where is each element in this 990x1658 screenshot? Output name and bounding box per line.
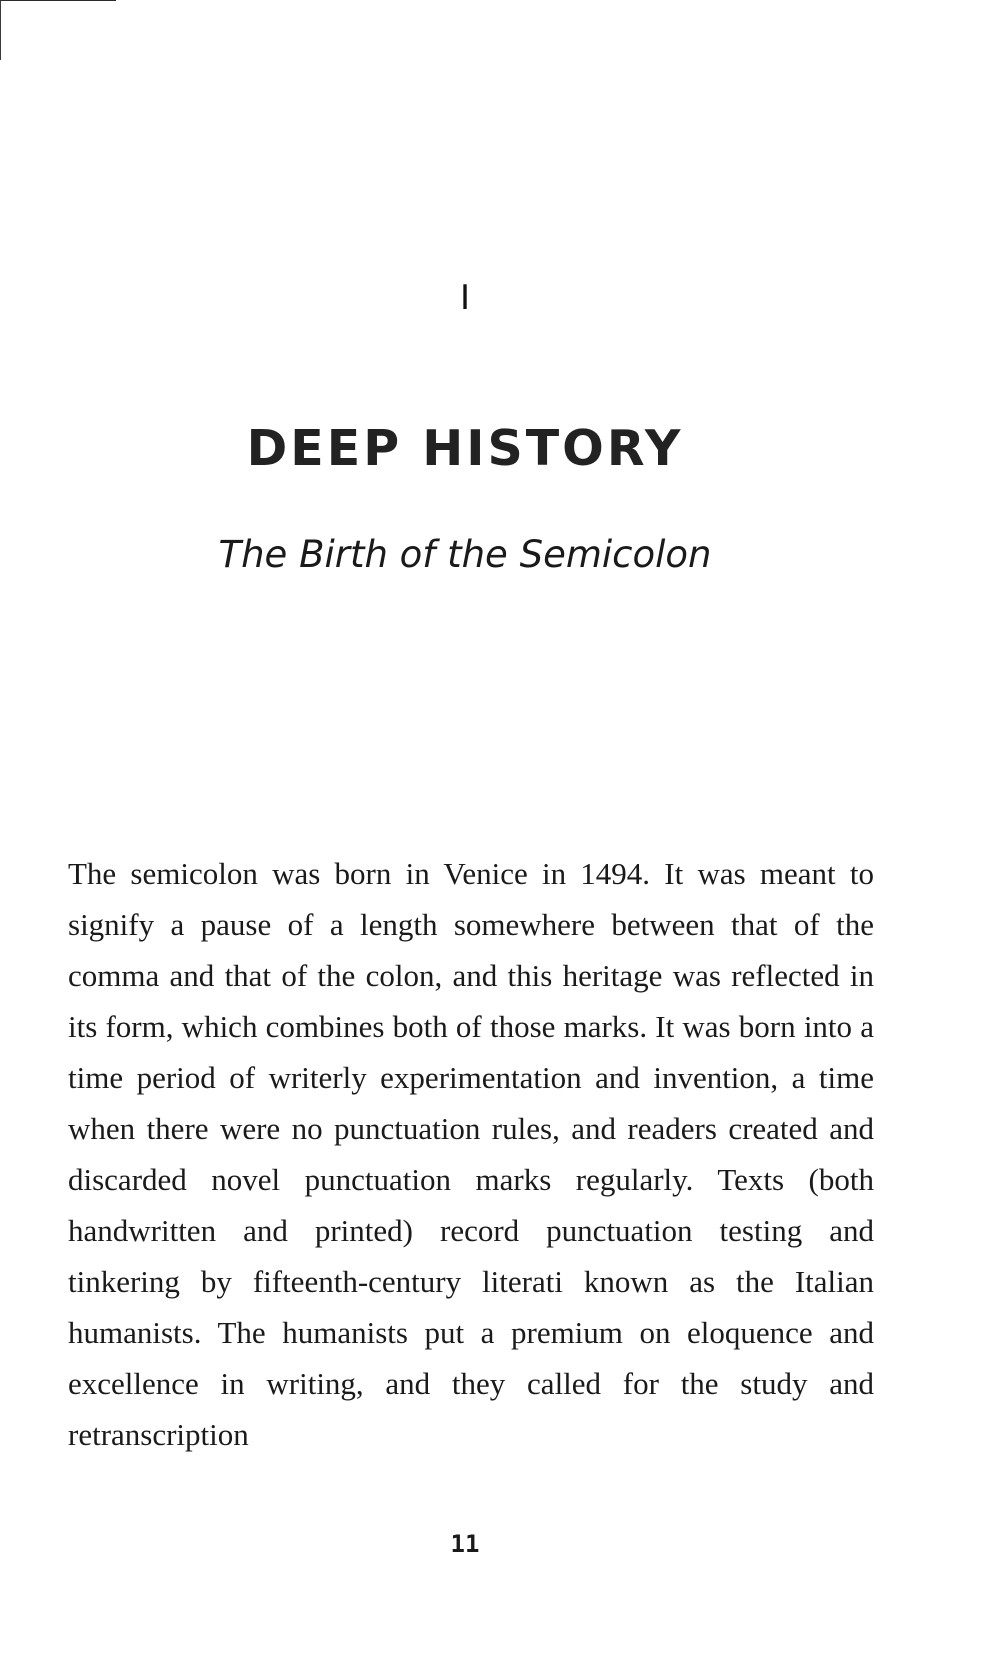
chapter-title: DEEP HISTORY: [246, 420, 684, 477]
scan-edge-top: [0, 0, 116, 1]
body-paragraph: The semicolon was born in Venice in 1494. It was meant to signify a pause of a length somewhere between that of the comma and that of the colon, and this heritage was reflected in its form, which combines both of those marks. It was born into a time period of writerly experimentation and invention, a time when there were no punctuation rules, and readers created and discarded novel punctuation marks regularly. Texts (both handwritten and printed) record punctuation testing and tinkering by fifteenth-century literati known as the Italian humanists. The humanists put a premium on eloquence and excellence in writing, and they called for the study and retranscription: [68, 856, 874, 1452]
scan-edge-left: [0, 0, 1, 60]
page-number: 11: [450, 1530, 480, 1558]
chapter-number: I: [459, 278, 471, 318]
chapter-subtitle: The Birth of the Semicolon: [218, 533, 712, 576]
